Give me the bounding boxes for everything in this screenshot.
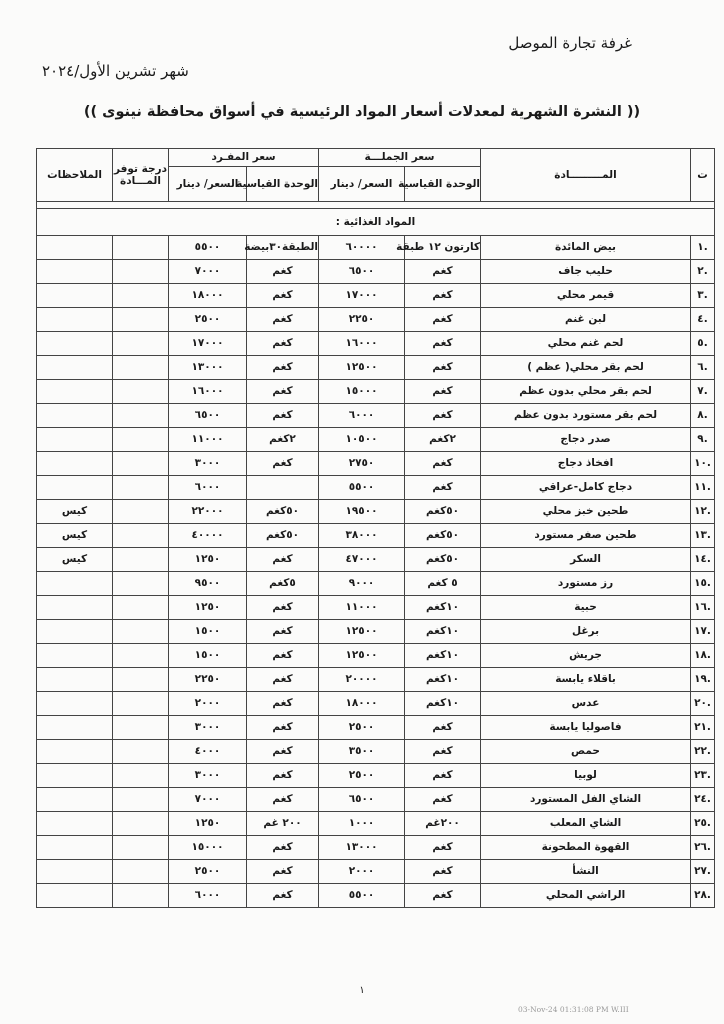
table-row — [37, 860, 715, 884]
item-name: لحم غنم محلي — [481, 332, 691, 356]
wholesale-price: ١٥٠٠٠ — [319, 380, 405, 404]
retail-unit: كغم — [247, 716, 319, 740]
row-number: .٢٧ — [691, 860, 715, 884]
retail-price: ٧٠٠٠ — [169, 788, 247, 812]
row-number: .١٧ — [691, 620, 715, 644]
wholesale-price: ٦٥٠٠ — [319, 788, 405, 812]
col-notes-header: الملاحظات — [37, 149, 113, 202]
retail-unit: ٢٠٠ غم — [247, 812, 319, 836]
retail-price: ٣٠٠٠ — [169, 452, 247, 476]
table-row — [37, 692, 715, 716]
retail-price: ١٢٥٠ — [169, 548, 247, 572]
wholesale-unit-header: الوحدة القياسية — [405, 167, 481, 202]
availability — [113, 308, 169, 332]
table-row — [37, 836, 715, 860]
retail-unit: كغم — [247, 644, 319, 668]
item-name: بيض المائدة — [481, 236, 691, 260]
wholesale-price: ٣٨٠٠٠ — [319, 524, 405, 548]
row-number: .٩ — [691, 428, 715, 452]
retail-unit: كغم — [247, 332, 319, 356]
note — [37, 740, 113, 764]
availability — [113, 452, 169, 476]
row-number: .٢٢ — [691, 740, 715, 764]
row-number: .١١ — [691, 476, 715, 500]
retail-price: ٢٢٥٠ — [169, 668, 247, 692]
item-name: الراشي المحلي — [481, 884, 691, 908]
item-name: افخاذ دجاج — [481, 452, 691, 476]
availability — [113, 284, 169, 308]
wholesale-price: ٦٥٠٠ — [319, 260, 405, 284]
item-name: القهوة المطحونة — [481, 836, 691, 860]
note — [37, 596, 113, 620]
wholesale-price: ٤٧٠٠٠ — [319, 548, 405, 572]
page-title: (( النشرة الشهرية لمعدلات أسعار المواد الرئيسية في أسواق محافظة نينوى )) — [83, 104, 641, 120]
report-month: شهر تشرين الأول/٢٠٢٤ — [42, 62, 189, 80]
table-row — [37, 236, 715, 260]
wholesale-price: ٢٠٠٠٠ — [319, 668, 405, 692]
wholesale-unit: كغم — [405, 332, 481, 356]
retail-unit: كغم — [247, 740, 319, 764]
row-number: .١٥ — [691, 572, 715, 596]
availability — [113, 476, 169, 500]
wholesale-unit: ١٠كغم — [405, 596, 481, 620]
header-row-top — [37, 149, 715, 167]
table-row — [37, 716, 715, 740]
availability — [113, 692, 169, 716]
availability — [113, 812, 169, 836]
col-no-header: ت — [691, 149, 715, 202]
row-number: .١٩ — [691, 668, 715, 692]
note — [37, 476, 113, 500]
wholesale-unit: كارتون ١٢ طبقة — [405, 236, 481, 260]
table-row — [37, 812, 715, 836]
table-row — [37, 764, 715, 788]
retail-price: ٥٥٠٠ — [169, 236, 247, 260]
retail-unit: الطبقة٣٠بيضة — [247, 236, 319, 260]
wholesale-price: ٥٥٠٠ — [319, 884, 405, 908]
row-number: .١٣ — [691, 524, 715, 548]
note: كيس — [37, 500, 113, 524]
table-row — [37, 548, 715, 572]
retail-price: ٣٠٠٠ — [169, 764, 247, 788]
print-stamp: 03-Nov-24 01:31:08 PM W.III — [518, 1005, 629, 1014]
note — [37, 836, 113, 860]
col-retail-header: سعر المفـرد — [169, 149, 319, 167]
availability — [113, 572, 169, 596]
item-name: حبية — [481, 596, 691, 620]
wholesale-unit: كغم — [405, 452, 481, 476]
item-name: لحم بقر محلي بدون عظم — [481, 380, 691, 404]
retail-price: ٤٠٠٠ — [169, 740, 247, 764]
retail-unit-header: الوحدة القياسية — [247, 167, 319, 202]
wholesale-unit: كغم — [405, 284, 481, 308]
row-number: .٢٥ — [691, 812, 715, 836]
item-name: دجاج كامل-عراقي — [481, 476, 691, 500]
retail-price: ٢٥٠٠ — [169, 860, 247, 884]
item-name: حمص — [481, 740, 691, 764]
wholesale-unit: كغم — [405, 764, 481, 788]
row-number: .٦ — [691, 356, 715, 380]
row-number: .١٦ — [691, 596, 715, 620]
table-row — [37, 788, 715, 812]
wholesale-price: ١٢٥٠٠ — [319, 620, 405, 644]
wholesale-price: ١٠٠٠ — [319, 812, 405, 836]
note — [37, 356, 113, 380]
availability — [113, 236, 169, 260]
table-row — [37, 428, 715, 452]
row-number: .٨ — [691, 404, 715, 428]
retail-unit: ٥٠كغم — [247, 500, 319, 524]
wholesale-price: ١٢٥٠٠ — [319, 356, 405, 380]
note — [37, 284, 113, 308]
availability — [113, 716, 169, 740]
retail-price-header: السعر/ دينار — [169, 167, 247, 202]
retail-unit: ٥كغم — [247, 572, 319, 596]
row-number: .٥ — [691, 332, 715, 356]
table-row — [37, 380, 715, 404]
wholesale-price: ٣٥٠٠ — [319, 740, 405, 764]
page-number: ١ — [359, 985, 365, 996]
note — [37, 572, 113, 596]
table-row — [37, 500, 715, 524]
retail-unit: كغم — [247, 860, 319, 884]
col-item-header: المـــــــــادة — [481, 149, 691, 202]
retail-price: ١٧٠٠٠ — [169, 332, 247, 356]
table-row — [37, 524, 715, 548]
wholesale-unit: كغم — [405, 836, 481, 860]
row-number: .٧ — [691, 380, 715, 404]
wholesale-price: ١٠٥٠٠ — [319, 428, 405, 452]
item-name: حليب جاف — [481, 260, 691, 284]
item-name: طحين صفر مستورد — [481, 524, 691, 548]
retail-price: ١٦٠٠٠ — [169, 380, 247, 404]
note — [37, 884, 113, 908]
row-number: .٢٦ — [691, 836, 715, 860]
wholesale-price: ١٢٥٠٠ — [319, 644, 405, 668]
availability — [113, 668, 169, 692]
availability — [113, 524, 169, 548]
wholesale-unit: ١٠كغم — [405, 692, 481, 716]
retail-price: ٢٢٠٠٠ — [169, 500, 247, 524]
table-row — [37, 452, 715, 476]
wholesale-price: ٢٥٠٠ — [319, 764, 405, 788]
wholesale-price: ٢٢٥٠ — [319, 308, 405, 332]
item-name: الشاي المعلب — [481, 812, 691, 836]
retail-unit: كغم — [247, 260, 319, 284]
note — [37, 620, 113, 644]
col-availability-header: درجة توفر المـــادة — [113, 149, 169, 202]
wholesale-price: ١١٠٠٠ — [319, 596, 405, 620]
wholesale-unit: كغم — [405, 260, 481, 284]
wholesale-unit: كغم — [405, 860, 481, 884]
row-number: .١٢ — [691, 500, 715, 524]
item-name: باقلاء يابسة — [481, 668, 691, 692]
wholesale-price: ١٩٥٠٠ — [319, 500, 405, 524]
wholesale-price: ٦٠٠٠ — [319, 404, 405, 428]
note — [37, 404, 113, 428]
wholesale-price: ١٧٠٠٠ — [319, 284, 405, 308]
retail-unit: ٢كغم — [247, 428, 319, 452]
retail-unit: كغم — [247, 836, 319, 860]
wholesale-unit: كغم — [405, 356, 481, 380]
retail-unit: كغم — [247, 308, 319, 332]
retail-unit: كغم — [247, 668, 319, 692]
table-row — [37, 308, 715, 332]
note — [37, 860, 113, 884]
wholesale-price: ٦٠٠٠٠ — [319, 236, 405, 260]
wholesale-unit: ٢كغم — [405, 428, 481, 452]
wholesale-unit: كغم — [405, 380, 481, 404]
table-row — [37, 284, 715, 308]
section-title: المواد الغذائية : — [37, 209, 715, 236]
note — [37, 812, 113, 836]
note — [37, 644, 113, 668]
row-number: .١ — [691, 236, 715, 260]
retail-unit: كغم — [247, 788, 319, 812]
table-row — [37, 404, 715, 428]
retail-price: ١٢٥٠ — [169, 812, 247, 836]
note — [37, 236, 113, 260]
wholesale-price: ١٨٠٠٠ — [319, 692, 405, 716]
item-name: لحم بقر مستورد بدون عظم — [481, 404, 691, 428]
retail-unit: كغم — [247, 548, 319, 572]
wholesale-price: ٢٠٠٠ — [319, 860, 405, 884]
note — [37, 428, 113, 452]
note — [37, 452, 113, 476]
availability — [113, 836, 169, 860]
wholesale-unit: ٥٠كغم — [405, 548, 481, 572]
note — [37, 788, 113, 812]
row-number: .٤ — [691, 308, 715, 332]
item-name: صدر دجاج — [481, 428, 691, 452]
table-row — [37, 620, 715, 644]
retail-price: ٧٠٠٠ — [169, 260, 247, 284]
note: كيس — [37, 548, 113, 572]
gap-row — [37, 202, 715, 209]
retail-price: ١٥٠٠ — [169, 620, 247, 644]
retail-price: ٦٥٠٠ — [169, 404, 247, 428]
availability — [113, 404, 169, 428]
note — [37, 380, 113, 404]
item-name: النشأ — [481, 860, 691, 884]
note — [37, 308, 113, 332]
note: كيس — [37, 524, 113, 548]
retail-price: ٩٥٠٠ — [169, 572, 247, 596]
item-name: قيمر محلي — [481, 284, 691, 308]
note — [37, 260, 113, 284]
wholesale-unit: كغم — [405, 740, 481, 764]
availability — [113, 380, 169, 404]
wholesale-unit: ١٠كغم — [405, 644, 481, 668]
wholesale-unit: كغم — [405, 884, 481, 908]
item-name: جريش — [481, 644, 691, 668]
retail-price: ٦٠٠٠ — [169, 476, 247, 500]
availability — [113, 500, 169, 524]
table-row — [37, 260, 715, 284]
retail-unit: كغم — [247, 764, 319, 788]
note — [37, 332, 113, 356]
retail-unit: كغم — [247, 380, 319, 404]
table-row — [37, 572, 715, 596]
table-row — [37, 476, 715, 500]
availability — [113, 740, 169, 764]
retail-price: ١٨٠٠٠ — [169, 284, 247, 308]
availability — [113, 884, 169, 908]
retail-price: ١٥٠٠٠ — [169, 836, 247, 860]
retail-unit — [247, 476, 319, 500]
wholesale-unit: كغم — [405, 404, 481, 428]
wholesale-unit: ٥٠كغم — [405, 500, 481, 524]
wholesale-price: ١٦٠٠٠ — [319, 332, 405, 356]
retail-unit: كغم — [247, 356, 319, 380]
wholesale-price: ٥٥٠٠ — [319, 476, 405, 500]
retail-unit: كغم — [247, 284, 319, 308]
table-row — [37, 332, 715, 356]
retail-price: ١٢٥٠ — [169, 596, 247, 620]
wholesale-unit: ٥٠كغم — [405, 524, 481, 548]
retail-unit: كغم — [247, 692, 319, 716]
row-number: .٢٤ — [691, 788, 715, 812]
retail-unit: كغم — [247, 884, 319, 908]
wholesale-price: ١٣٠٠٠ — [319, 836, 405, 860]
row-number: .٢٠ — [691, 692, 715, 716]
row-number: .٣ — [691, 284, 715, 308]
availability — [113, 356, 169, 380]
retail-price: ٢٥٠٠ — [169, 308, 247, 332]
item-name: لحم بقر محلي( عظم ) — [481, 356, 691, 380]
availability — [113, 428, 169, 452]
availability — [113, 620, 169, 644]
wholesale-unit: ١٠كغم — [405, 668, 481, 692]
row-number: .١٨ — [691, 644, 715, 668]
wholesale-price: ٩٠٠٠ — [319, 572, 405, 596]
wholesale-unit: ١٠كغم — [405, 620, 481, 644]
availability — [113, 548, 169, 572]
wholesale-unit: ٥ كغم — [405, 572, 481, 596]
wholesale-price-header: السعر/ دينار — [319, 167, 405, 202]
row-number: .٢ — [691, 260, 715, 284]
item-name: طحين خبز محلي — [481, 500, 691, 524]
row-number: .٢٨ — [691, 884, 715, 908]
availability — [113, 260, 169, 284]
table-row — [37, 356, 715, 380]
item-name: السكر — [481, 548, 691, 572]
table-row — [37, 596, 715, 620]
retail-unit: كغم — [247, 620, 319, 644]
row-number: .٢٣ — [691, 764, 715, 788]
item-name: برغل — [481, 620, 691, 644]
table-row — [37, 740, 715, 764]
note — [37, 716, 113, 740]
table-row — [37, 884, 715, 908]
row-number: .٢١ — [691, 716, 715, 740]
retail-price: ٤٠٠٠٠ — [169, 524, 247, 548]
organization-name: غرفة تجارة الموصل — [508, 34, 632, 52]
retail-price: ١١٠٠٠ — [169, 428, 247, 452]
note — [37, 668, 113, 692]
wholesale-unit: كغم — [405, 308, 481, 332]
retail-price: ٦٠٠٠ — [169, 884, 247, 908]
availability — [113, 860, 169, 884]
wholesale-unit: كغم — [405, 716, 481, 740]
item-name: لبن غنم — [481, 308, 691, 332]
item-name: فاصوليا يابسة — [481, 716, 691, 740]
wholesale-unit: كغم — [405, 788, 481, 812]
section-row — [37, 209, 715, 236]
wholesale-unit: كغم — [405, 476, 481, 500]
availability — [113, 764, 169, 788]
availability — [113, 596, 169, 620]
price-table — [36, 148, 715, 908]
retail-price: ١٥٠٠ — [169, 644, 247, 668]
retail-unit: كغم — [247, 404, 319, 428]
item-name: لوبيا — [481, 764, 691, 788]
retail-unit: ٥٠كغم — [247, 524, 319, 548]
col-wholesale-header: سعر الجملـــة — [319, 149, 481, 167]
availability — [113, 644, 169, 668]
wholesale-price: ٢٧٥٠ — [319, 452, 405, 476]
retail-price: ٣٠٠٠ — [169, 716, 247, 740]
note — [37, 692, 113, 716]
retail-price: ١٣٠٠٠ — [169, 356, 247, 380]
row-number: .١٤ — [691, 548, 715, 572]
retail-unit: كغم — [247, 452, 319, 476]
item-name: عدس — [481, 692, 691, 716]
note — [37, 764, 113, 788]
table-row — [37, 668, 715, 692]
row-number: .١٠ — [691, 452, 715, 476]
wholesale-unit: ٢٠٠غم — [405, 812, 481, 836]
availability — [113, 332, 169, 356]
retail-price: ٢٠٠٠ — [169, 692, 247, 716]
wholesale-price: ٢٥٠٠ — [319, 716, 405, 740]
item-name: الشاي الفل المستورد — [481, 788, 691, 812]
item-name: رز مستورد — [481, 572, 691, 596]
table-row — [37, 644, 715, 668]
availability — [113, 788, 169, 812]
retail-unit: كغم — [247, 596, 319, 620]
